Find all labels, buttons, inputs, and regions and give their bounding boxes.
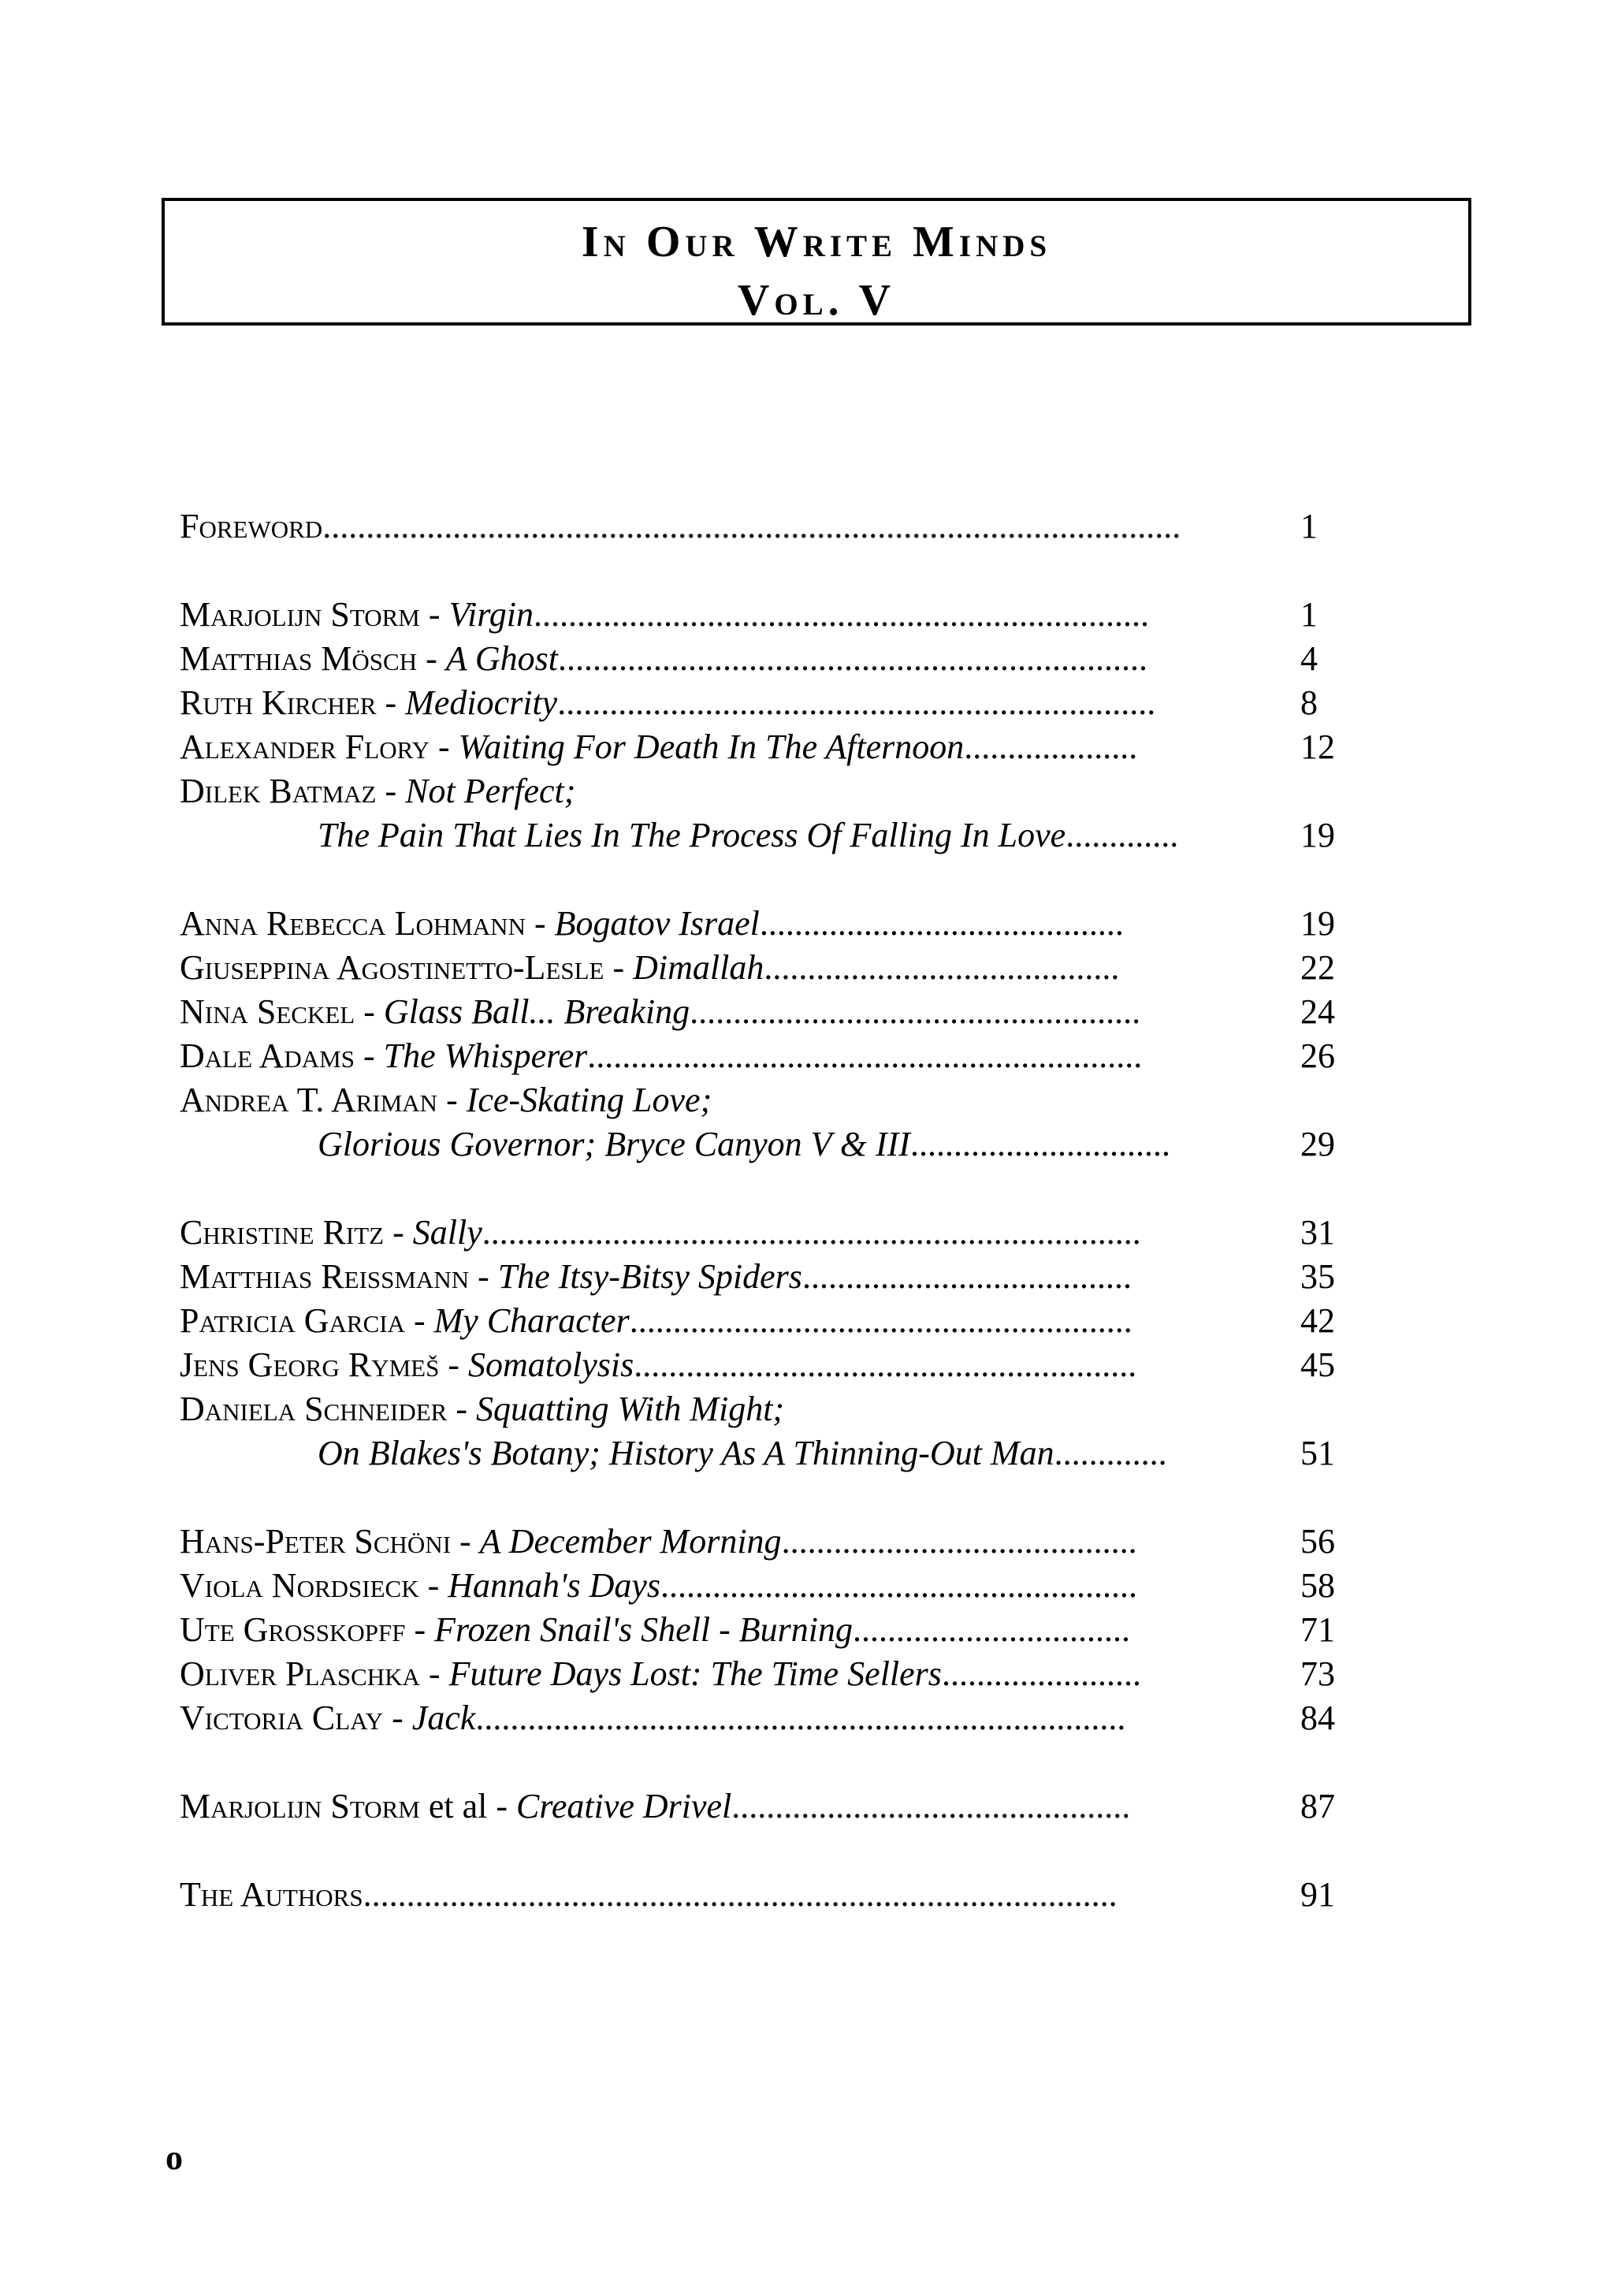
toc-dots: ..........................................................: [634, 1345, 1137, 1384]
toc-separator: -: [525, 904, 555, 943]
toc-entry[interactable]: [180, 593, 1346, 637]
toc-entry[interactable]: [180, 1299, 1346, 1343]
toc-entry-continuation[interactable]: [180, 813, 1346, 858]
toc-dots: .......................................................................................: [363, 1875, 1118, 1914]
toc-author: Dilek Batmaz: [180, 772, 377, 810]
toc-page-number: 8: [1300, 683, 1318, 722]
toc-title: Somatolysis: [467, 1345, 634, 1384]
toc-title: The Pain That Lies In The Process Of Falling In Love: [318, 816, 1066, 854]
toc-dots: .....................................................................: [557, 683, 1156, 722]
toc-entry-the-authors[interactable]: [180, 1873, 1346, 1917]
toc-entry[interactable]: [180, 1564, 1346, 1608]
toc-title: The Whisperer: [383, 1036, 588, 1075]
toc-separator: -: [384, 1213, 413, 1252]
toc-page-number: 73: [1300, 1654, 1335, 1693]
toc-author: Anna Rebecca Lohmann: [180, 904, 526, 943]
toc-title: Waiting For Death In The Afternoon: [458, 728, 965, 766]
toc-separator: -: [376, 683, 406, 722]
toc-entry[interactable]: [180, 1387, 1346, 1431]
toc-dots: .........................................: [781, 1522, 1137, 1561]
toc-dots: ......................................: [801, 1257, 1132, 1296]
toc-page-number: 84: [1300, 1699, 1335, 1737]
toc-separator: -: [419, 595, 449, 634]
toc-title: My Character: [433, 1301, 630, 1340]
toc-dots: ...................................................................................................: [322, 507, 1181, 545]
section-spacer: [180, 1167, 1346, 1211]
toc-author: Marjolijn Storm: [180, 595, 420, 634]
toc-title: Not Perfect;: [405, 772, 576, 810]
toc-page-number: 29: [1300, 1125, 1335, 1163]
toc-separator: -: [604, 948, 634, 987]
toc-author: Victoria Clay: [180, 1699, 384, 1737]
toc-title: Mediocrity: [405, 683, 558, 722]
toc-title: On Blakes's Botany; History As A Thinning-Out Man: [318, 1434, 1054, 1472]
toc-entry[interactable]: [180, 1078, 1346, 1122]
toc-page-number: 31: [1300, 1213, 1335, 1252]
toc-author: The Authors: [180, 1875, 363, 1914]
toc-author: Ruth Kircher: [180, 683, 377, 722]
toc-entry[interactable]: [180, 1696, 1346, 1740]
toc-author: Nina Seckel: [180, 992, 355, 1031]
toc-author: Marjolijn Storm: [180, 1787, 420, 1825]
toc-dots: ....................................................................: [557, 639, 1147, 678]
toc-entry-continuation[interactable]: [180, 1431, 1346, 1475]
toc-entry[interactable]: [180, 1520, 1346, 1564]
toc-author: Foreword: [180, 507, 323, 545]
toc-author: Matthias Reissmann: [180, 1257, 470, 1296]
toc-title: Creative Drivel: [516, 1787, 732, 1825]
toc-separator: -: [376, 772, 406, 810]
toc-title: Glorious Governor; Bryce Canyon V & III: [318, 1125, 910, 1163]
toc-dots: .......................: [941, 1654, 1141, 1693]
volume-label: Vol. V: [737, 276, 896, 325]
toc-title: Frozen Snail's Shell - Burning: [434, 1610, 853, 1649]
section-spacer: [180, 858, 1346, 902]
toc-page-number: 1: [1300, 595, 1318, 634]
toc-separator: -: [354, 1036, 384, 1075]
toc-dots: ..............................................: [731, 1787, 1131, 1825]
toc-dots: .......................................................................: [534, 595, 1150, 634]
toc-separator: -: [439, 1345, 468, 1384]
toc-page-number: 26: [1300, 1036, 1335, 1075]
toc-separator: -: [418, 1566, 448, 1605]
toc-title: Virgin: [448, 595, 534, 634]
toc-entry-foreword[interactable]: [180, 504, 1346, 549]
toc-page-number: 71: [1300, 1610, 1335, 1649]
toc-separator: -: [383, 1699, 412, 1737]
toc-author: Andrea T. Ariman: [180, 1081, 438, 1119]
toc-title: Glass Ball... Breaking: [383, 992, 690, 1031]
toc-author: Alexander Flory: [180, 728, 430, 766]
toc-dots: ..............................: [909, 1125, 1170, 1163]
toc-page-number: 4: [1300, 639, 1318, 678]
toc-page-number: 42: [1300, 1301, 1335, 1340]
toc-separator: -: [355, 992, 384, 1031]
toc-dots: .............: [1054, 1434, 1167, 1472]
toc-entry[interactable]: [180, 1255, 1346, 1299]
toc-author: Patricia Garcia: [180, 1301, 405, 1340]
toc-title: The Itsy-Bitsy Spiders: [497, 1257, 802, 1296]
book-title: In Our Write Minds: [581, 218, 1052, 266]
toc-entry[interactable]: [180, 1608, 1346, 1652]
toc-entry[interactable]: [180, 725, 1346, 769]
toc-page-number: 12: [1300, 728, 1335, 766]
section-spacer: [180, 549, 1346, 593]
toc-dots: .........................................: [764, 948, 1120, 987]
footer-page-number: o: [165, 2138, 183, 2177]
toc-author: Dale Adams: [180, 1036, 355, 1075]
toc-page-number: 45: [1300, 1345, 1335, 1384]
toc-page-number: 58: [1300, 1566, 1335, 1605]
toc-separator: -: [429, 728, 459, 766]
toc-dots: ............................................................................: [482, 1213, 1141, 1252]
title-box: [162, 198, 1471, 326]
toc-entry[interactable]: [180, 1343, 1346, 1387]
toc-separator: -: [451, 1522, 480, 1561]
toc-page-number: 19: [1300, 816, 1335, 854]
toc-title: Hannah's Days: [448, 1566, 661, 1605]
toc-entry-continuation[interactable]: [180, 1122, 1346, 1167]
toc-dots: ................................: [852, 1610, 1130, 1649]
toc-title: Bogatov Israel: [554, 904, 760, 943]
toc-separator: -: [417, 639, 446, 678]
toc-separator: -: [447, 1390, 476, 1428]
toc-author: Matthias Mösch: [180, 639, 418, 678]
section-spacer: [180, 1475, 1346, 1520]
toc-entry[interactable]: [180, 1211, 1346, 1255]
toc-dots: .............: [1065, 816, 1179, 854]
toc-page-number: 91: [1300, 1875, 1335, 1914]
section-spacer: [180, 1829, 1346, 1873]
toc-dots: ...........................................................................: [475, 1699, 1126, 1737]
toc-title: A Ghost: [445, 639, 558, 678]
toc-title: Sally: [412, 1213, 482, 1252]
toc-entry[interactable]: [180, 1034, 1346, 1078]
toc-entry[interactable]: [180, 637, 1346, 681]
toc-dots: .......................................................: [660, 1566, 1138, 1605]
toc-page-number: 56: [1300, 1522, 1335, 1561]
toc-page-number: 22: [1300, 948, 1335, 987]
toc-entry[interactable]: [180, 769, 1346, 813]
toc-separator: -: [469, 1257, 498, 1296]
toc-dots: ..........................................: [759, 904, 1124, 943]
toc-dots: ..........................................................: [629, 1301, 1132, 1340]
toc-title: Future Days Lost: The Time Sellers: [448, 1654, 942, 1693]
toc-dots: ................................................................: [587, 1036, 1143, 1075]
toc-separator: -: [404, 1301, 434, 1340]
toc-title: Ice-Skating Love;: [466, 1081, 712, 1119]
toc-separator: -: [419, 1654, 449, 1693]
toc-separator: et al -: [419, 1787, 516, 1825]
toc-author: Jens Georg Rymeš: [180, 1345, 440, 1384]
toc-entry[interactable]: [180, 681, 1346, 725]
toc-page-number: 24: [1300, 992, 1335, 1031]
toc-author: Daniela Schneider: [180, 1390, 448, 1428]
toc-separator: -: [437, 1081, 467, 1119]
toc-author: Ute Grosskopff: [180, 1610, 406, 1649]
toc-separator: -: [405, 1610, 435, 1649]
toc-title: Squatting With Might;: [475, 1390, 785, 1428]
toc-title: Dimallah: [633, 948, 764, 987]
toc-page-number: 35: [1300, 1257, 1335, 1296]
toc-title: Jack: [411, 1699, 476, 1737]
toc-entry-creative-drivel[interactable]: [180, 1784, 1346, 1829]
toc-page-number: 51: [1300, 1434, 1335, 1472]
toc-author: Christine Ritz: [180, 1213, 385, 1252]
toc-page-number: 87: [1300, 1787, 1335, 1825]
toc-dots: ....................................................: [690, 992, 1141, 1031]
table-of-contents: [180, 504, 1346, 1917]
toc-title: A December Morning: [479, 1522, 782, 1561]
toc-entry[interactable]: [180, 1652, 1346, 1696]
toc-page-number: 1: [1300, 507, 1318, 545]
toc-author: Hans-Peter Schöni: [180, 1522, 452, 1561]
toc-page-number: 19: [1300, 904, 1335, 943]
toc-author: Giuseppina Agostinetto-Lesle: [180, 948, 604, 987]
toc-dots: ....................: [964, 728, 1138, 766]
section-spacer: [180, 1740, 1346, 1784]
toc-author: Oliver Plaschka: [180, 1654, 420, 1693]
toc-entry[interactable]: [180, 946, 1346, 990]
toc-entry[interactable]: [180, 990, 1346, 1034]
toc-author: Viola Nordsieck: [180, 1566, 419, 1605]
toc-entry[interactable]: [180, 902, 1346, 946]
